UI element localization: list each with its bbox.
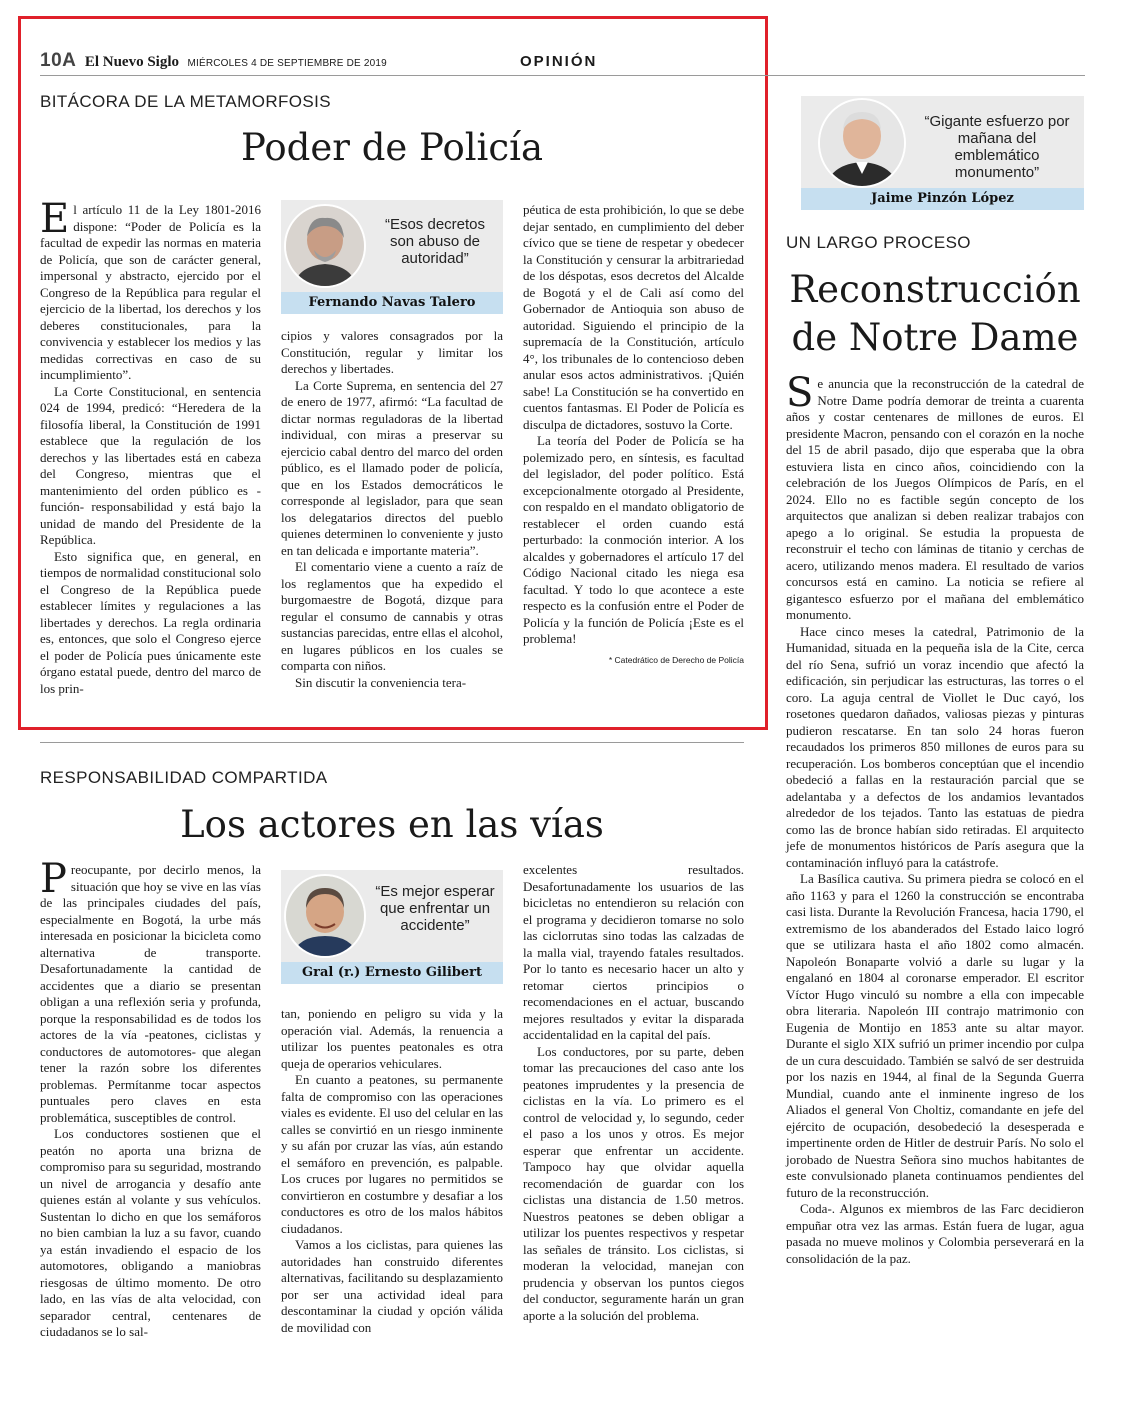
section-rule — [40, 742, 744, 743]
author-photo — [818, 98, 906, 188]
paragraph: La Basílica cautiva. Su primera piedra se colocó en el año 1163 y para el 1260 la construcción se encontraba casi lista. Durante la Revolución Francesa, hacia 1790, el extremismo de los abanderados del Estado laico logró que se utilizara hasta el año 1802 como almacén. Napoleón Bonaparte volvió a darle su lugar y la engalanó en 1804 al coronarse emperador. El escritor Víctor Hugo vinculó su nombre a ella con impecable obra literaria. Napoleón III contrajo matrimonio con Eugenia de Montijo en 1853 ante su altar mayor. Durante el siglo XIX sufrió un primer incendio por culpa de un cura descuidado. También se salvó de ser destruida por los nazis en 1944, al final de la Segunda Guerra Mundial, cuando ante el inminente ingreso de los Aliados el general Von Choltiz, comandante en jefe del ejército de ocupación, desobedeció la desesperada e impertinente orden de Hitler de destruir París. No solo el jorobado de Nuestra Señora sino muchos habitantes de este convulsionado planeta continuamos pendientes del futuro de la reconstrucción. — [786, 871, 1084, 1200]
article1-author: Fernando Navas Talero — [281, 292, 503, 314]
article1-column-1 — [40, 196, 261, 697]
paragraph: La teoría del Poder de Policía se ha polemizado pero, en síntesis, es facultad del legislador, del poder político. Está excepcionalmente otorgado al Presidente, con respaldo en el mandato obligatorio de restablecer el orden cuando está perturbado: la conmoción interior. A los alcaldes y gobernadores el artículo 17 del Código Nacional citado les niega esa facultad. Y todo lo que acontece a este respecto es la confusión entre el Poder de Policía y la función de Policía ¡Este es el problema! — [523, 433, 744, 646]
article2-pull-quote: “Es mejor esperar que enfrentar un accidente” — [375, 883, 495, 934]
article2-column-1 — [40, 856, 261, 1341]
author-footnote: * Catedrático de Derecho de Policía — [608, 654, 744, 665]
paragraph: En cuanto a peatones, su permanente falta de compromiso con las operaciones viales es evidente. El uso del celular en las calles se convirtió en un riesgo inminente y su afán por cruzar las vías, aún estando el semáforo en prevención, es palpable. Los cruces por lugares no permitidos se convirtieron en costumbre y desafiar a los conductores es otro de los malos hábitos ciudadanos. — [281, 1072, 504, 1236]
paragraph: Sin discutir la conveniencia tera- — [295, 674, 467, 690]
paragraph: Los conductores sostienen que el peatón no aporta una brizna de compromiso para su seguridad, mostrando un nivel de arrogancia y desafío ante quienes están al volante y sus vehículos. Sustentan lo dicho en que los semáforos no bien cambian la luz a su favor, cuando ya están invadiendo el espacio de los automotores, obligando a maniobras riesgosas de último momento. De otro lado, en las vías de alta velocidad, con separador central, centenares de ciudadanos se lo sal- — [40, 1126, 261, 1339]
paragraph: tan, poniendo en peligro su vida y la operación vial. Además, la renuencia a utilizar los puentes peatonales es otra queja de operarios vehiculares. — [281, 1006, 503, 1071]
paragraph: excelentes resultados. Desafortunadamente los usuarios de las bicicletas no entendieron su relación con el programa y decidieron tomarse no solo las ciclorrutas sino todas las calzadas de la malla vial, trayendo fatales resultados. Por lo tanto es necesario hacer un alto y retomar ciertos principios o recomendaciones en el actuar, buscando mejores resultados y evitar la disparada accidentalidad en la capital del país. — [523, 862, 744, 1042]
article1-title: Poder de Policía — [241, 126, 543, 169]
author-photo — [284, 204, 366, 288]
author-photo — [284, 874, 366, 958]
article1-kicker: BITÁCORA DE LA METAMORFOSIS — [40, 92, 332, 111]
article2-title: Los actores en las vías — [180, 803, 604, 846]
article1-column-3 — [523, 202, 744, 668]
paragraph: Coda-. Algunos ex miembros de las Farc decidieron empuñar otra vez las armas. Están fuera de lugar, agua pasada no mueve molinos y Colombia perseverará en la consolidación de la paz. — [786, 1201, 1084, 1266]
article3-pull-quote: “Gigante esfuerzo por mañana del emblemático monumento” — [924, 113, 1070, 181]
paragraph: e anuncia que la reconstrucción de la catedral de Notre Dame podría demorar de treinta a cuarenta años y costar centenares de millones de euros. El presidente Macron, pensando con el corazón en la noche del 15 de abril pasado, dijo que esperaba que la obra estuviera lista en cinco años, coincidiendo con la celebración de los Juegos Olímpicos de París, en el 2024. Ello no es factible según concepto de los arquitectos que analizan si deben realizar trabajos con apego a lo original. Se estudia la propuesta de reconstruir el techo con láminas de titanio y cerchas de acero, utilizando menos madera. El resultado de varios concursos está en camino. La noticia se refiere al gigantesco esfuerzo por el mañana del emblemático monumento. — [786, 376, 1084, 622]
section-title: OPINIÓN — [520, 53, 598, 70]
article2-author: Gral (r.) Ernesto Gilibert — [281, 962, 503, 984]
issue-date: MIÉRCOLES 4 DE SEPTIEMBRE DE 2019 — [187, 58, 387, 69]
article2-column-2 — [281, 1006, 503, 1336]
drop-cap: P — [40, 856, 67, 902]
header-rule — [40, 75, 1085, 76]
paragraph: La Corte Suprema, en sentencia del 27 de enero de 1977, afirmó: “La facultad de dictar normas reguladoras de la libertad individual, con miras a preservar su ejercicio cabal dentro del marco del orden público, es el llamado poder de policía, que en los Estados democráticos le corresponde al legislador, para que sean los delegatarios directos del pueblo quienes determinen lo conveniente y justo en tan delicada e importante materia”. — [281, 377, 503, 558]
drop-cap: E — [40, 196, 70, 242]
folio — [40, 50, 387, 72]
article2-kicker: RESPONSABILIDAD COMPARTIDA — [40, 768, 328, 787]
article3-author: Jaime Pinzón López — [801, 188, 1084, 210]
article1-pull-quote: “Esos decretos son abuso de autoridad” — [384, 216, 486, 267]
article2-column-3 — [523, 862, 744, 1324]
paragraph: péutica de esta prohibición, lo que se debe dejar sentado, en cumplimiento del deber cívico que se tiene de respetar y obedecer la Constitución y censurar la arbitrariedad de los déspotas, esos decretos del Alcalde de Bogotá y el de Cali así como del Gobernador de Antioquia son abuso de autoridad. Siguiendo el principio de la supremacía de la Constitución, artículo 4°, los tribunales de lo contencioso deben anular esos actos administrativos. ¡Quién sabe! La Constitución se ha convertido en cuentos fantasmas. El Poder de Policía es disculpa de dictadores, sostuvo la Corte. — [523, 202, 744, 432]
paragraph: cipios y valores consagrados por la Constitución, regular y limitar los derechos y libertades. — [281, 328, 503, 376]
paragraph: Esto significa que, en general, en tiempos de normalidad constitucional solo el Congreso de la República puede establecer límites y regulaciones a las libertades y derechos. La regla ordinaria es, entonces, que solo el Congreso ejerce el poder de Policía pues únicamente este órgano estatal puede, dentro del marco de los prin- — [40, 548, 261, 696]
paragraph: El comentario viene a cuento a raíz de los reglamentos que ha expedido el burgomaestre de Bogotá, dizque para regular el consumo de cannabis y otras sustancias parecidas, entre ellas el alcohol, en lugares públicos en los cuales se comparta con niños. — [281, 559, 503, 673]
paragraph: reocupante, por decirlo menos, la situación que hoy se vive en las vías de las principales ciudades del país, especialmente en Bogotá, la urbe más interesada en posicionar la bicicleta como alternativa de transporte. Desafortunadamente la cantidad de accidentes que a diario se presentan obligan a una reflexión seria y profunda, porque la responsabilidad es de todos los actores de la vía -peatones, ciclistas y conductores de automotores- que alegan tener la razón sobre los diferentes problemas. Permítanme tocar aspectos puntuales pero claves en esta problemática, susceptibles de control. — [40, 862, 261, 1125]
article3-column — [786, 370, 1084, 1267]
article3-title: Reconstrucción de Notre Dame — [789, 268, 1081, 359]
page-number: 10A — [40, 50, 77, 71]
paragraph: Los conductores, por su parte, deben tomar las precauciones del caso ante los peatones imprudentes y la presencia de ciclistas en la vía. Lo primero es el control de velocidad y, lo segundo, ceder el paso a los unos y otros. Es mejor esperar que enfrentar un accidente. Tampoco hay que olvidar aquella recomendación de guardar con los ciclistas una distancia de 1.50 metros. Nuestros peatones se deben obligar a utilizar los puentes respectivos y respetar las señales de tránsito. Los ciclistas, si moderan la velocidad, manejan con prudencia y observan los puntos ciegos del conductor, seguramente harán un gran aporte a la solución del problema. — [523, 1043, 744, 1323]
paragraph: Vamos a los ciclistas, para quienes las autoridades han construido diferentes alternativas, facilitando su desplazamiento por ser una actividad ideal para descontaminar la ciudad y opción válida de movilidad con — [281, 1237, 503, 1335]
article3-kicker: UN LARGO PROCESO — [786, 233, 971, 252]
newspaper-brand: El Nuevo Siglo — [84, 54, 179, 70]
paragraph: La Corte Constitucional, en sentencia 024 de 1994, predicó: “Heredera de la filosofía liberal, la Constitución de 1991 establece que la regulación de los derechos y las libertades está en cabeza del Congreso, mientras que el mantenimiento del orden público es -función- responsabilidad y está bajo la unidad de mando del Presidente de la República. — [40, 383, 261, 547]
article1-column-2 — [281, 328, 503, 691]
paragraph: Hace cinco meses la catedral, Patrimonio de la Humanidad, situada en la pequeña isla de la Cite, cerca del río Sena, sufrió un voraz incendio que afectó la edificación, sin perjudicar las estructuras, las torres o el coro. La aguja central de Viollet le Duc cayó, los rosetones quedaron dañados, valiosas piezas y pinturas pudieron rescatarse. En tan solo 24 horas fueron recaudados los primeros 850 millones de euros para su recuperación. Los bomberos conceptúan que el incendio obedeció a fallas en la restauración parcial que se adelantaba y a defectos de los andamios levantados alrededor de los tejados. Tanto las estatuas de piedra como las de bronce habían sido retiradas. El arquitecto jefe de monumentos históricos de París asegura que la contaminación influyó para la catástrofe. — [786, 623, 1084, 870]
drop-cap: S — [786, 370, 814, 416]
paragraph: l artículo 11 de la Ley 1801-2016 dispone: “Poder de Policía es la facultad de expedir las normas en materia de Policía, que son de carácter general, impersonal y abstracto, ejercido por el Congreso de la República para regular el ejercicio de la libertad, los derechos y los deberes constitucionales, para la convivencia y establecer los medios y las medidas correctivas en caso de su incumplimiento”. — [40, 202, 261, 382]
